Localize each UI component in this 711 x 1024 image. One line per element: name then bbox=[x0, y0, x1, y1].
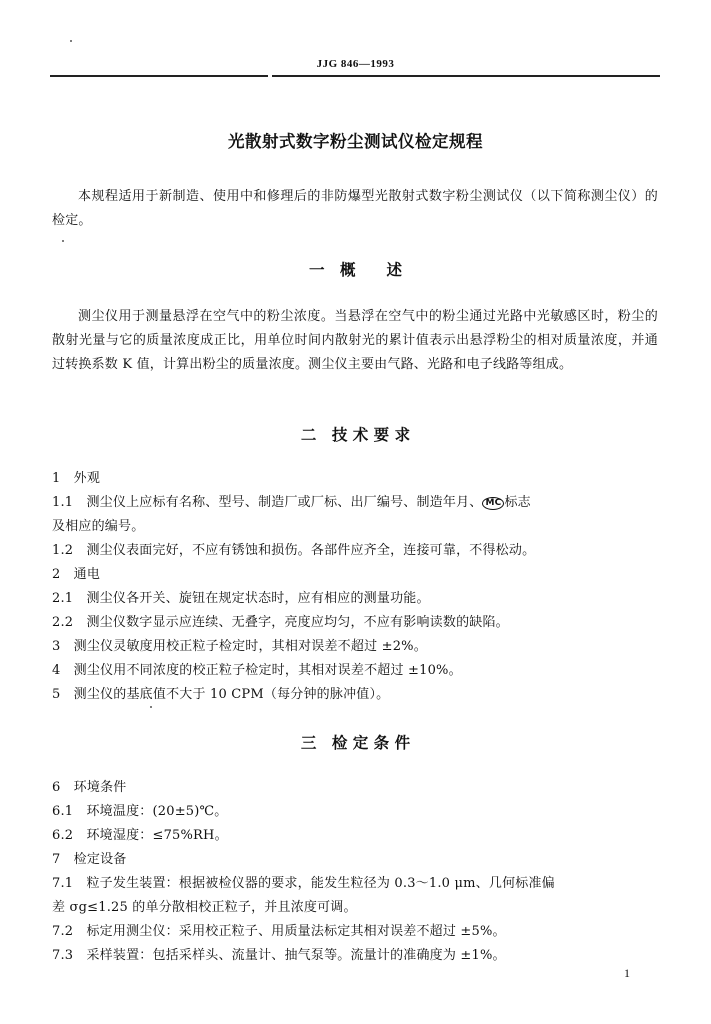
scan-speck bbox=[150, 706, 152, 708]
page-title: 光散射式数字粉尘测试仪检定规程 bbox=[228, 132, 483, 151]
item-4: 4 测尘仪用不同浓度的校正粒子检定时，其相对误差不超过 ±10%。 bbox=[52, 663, 462, 678]
item-1-2: 1.2 测尘仪表面完好，不应有锈蚀和损伤。各部件应齐全，连接可靠，不得松动。 bbox=[52, 543, 536, 558]
item-7: 7 检定设备 bbox=[52, 852, 127, 867]
scan-speck bbox=[62, 240, 64, 242]
item-2-1: 2.1 测尘仪各开关、旋钮在规定状态时，应有相应的测量功能。 bbox=[52, 591, 430, 606]
overview-line-3: 悬浮粉尘的相对质量浓度，并通过转换系数 K 值，计算出粉尘的质量浓度。测尘仪主 bbox=[52, 333, 658, 372]
section-heading-technical: 二 技 术 要 求 bbox=[300, 426, 411, 444]
intro-line-2: 简称测尘仪）的检定。 bbox=[52, 189, 658, 228]
item-7-1: 7.1 粒子发生装置：根据被检仪器的要求，能发生粒径为 0.3～1.0 μm、几何标准偏 bbox=[52, 876, 555, 891]
section-heading-conditions: 三 检 定 条 件 bbox=[300, 734, 411, 752]
overview-line-1: 测尘仪用于测量悬浮在空气中的粉尘浓度。当悬浮在空气中的粉尘通过光路中光敏 bbox=[78, 309, 564, 324]
header-rule-right bbox=[272, 75, 660, 77]
item-6: 6 环境条件 bbox=[52, 780, 127, 795]
section-heading-overview: 一 概 述 bbox=[308, 261, 402, 279]
scan-speck bbox=[70, 40, 72, 42]
mc-mark-icon: MC bbox=[482, 497, 504, 510]
header-rule-left bbox=[50, 75, 268, 77]
intro-line-1: 本规程适用于新制造、使用中和修理后的非防爆型光散射式数字粉尘测试仪（以下 bbox=[78, 189, 564, 204]
item-6-1: 6.1 环境温度：(20±5)℃。 bbox=[52, 804, 228, 819]
overview-paragraph bbox=[52, 305, 658, 377]
item-1: 1 外观 bbox=[52, 471, 101, 486]
overview-line-2: 感区时，粉尘的散射光量与它的质量浓度成正比，用单位时间内散射光的累计值表示出 bbox=[52, 309, 658, 348]
item-5: 5 测尘仪的基底值不大于 10 CPM（每分钟的脉冲值）。 bbox=[52, 687, 390, 702]
item-3: 3 测尘仪灵敏度用校正粒子检定时，其相对误差不超过 ±2%。 bbox=[52, 639, 427, 654]
item-1-1 bbox=[52, 491, 658, 515]
item-7-1-cont: 差 σg≤1.25 的单分散相校正粒子，并且浓度可调。 bbox=[52, 900, 357, 915]
item-7-3: 7.3 采样装置：包括采样头、流量计、抽气泵等。流量计的准确度为 ±1%。 bbox=[52, 948, 506, 963]
item-1-1-text: 1.1 测尘仪上应标有名称、型号、制造厂或厂标、出厂编号、制造年月、 bbox=[52, 495, 483, 510]
item-7-2: 7.2 标定用测尘仪：采用校正粒子、用质量法标定其相对误差不超过 ±5%。 bbox=[52, 924, 506, 939]
intro-paragraph bbox=[52, 185, 658, 233]
item-2-2: 2.2 测尘仪数字显示应连续、无叠字，亮度应均匀，不应有影响读数的缺陷。 bbox=[52, 615, 509, 630]
overview-line-4: 要由气路、光路和电子线路等组成。 bbox=[360, 357, 573, 372]
header-code: JJG 846—1993 bbox=[316, 58, 395, 70]
item-1-1-cont: 及相应的编号。 bbox=[52, 519, 145, 534]
item-6-2: 6.2 环境湿度：≤75%RH。 bbox=[52, 828, 228, 843]
item-1-1-suffix: 标志 bbox=[504, 495, 531, 510]
page-number: 1 bbox=[624, 966, 630, 980]
item-2: 2 通电 bbox=[52, 567, 101, 582]
